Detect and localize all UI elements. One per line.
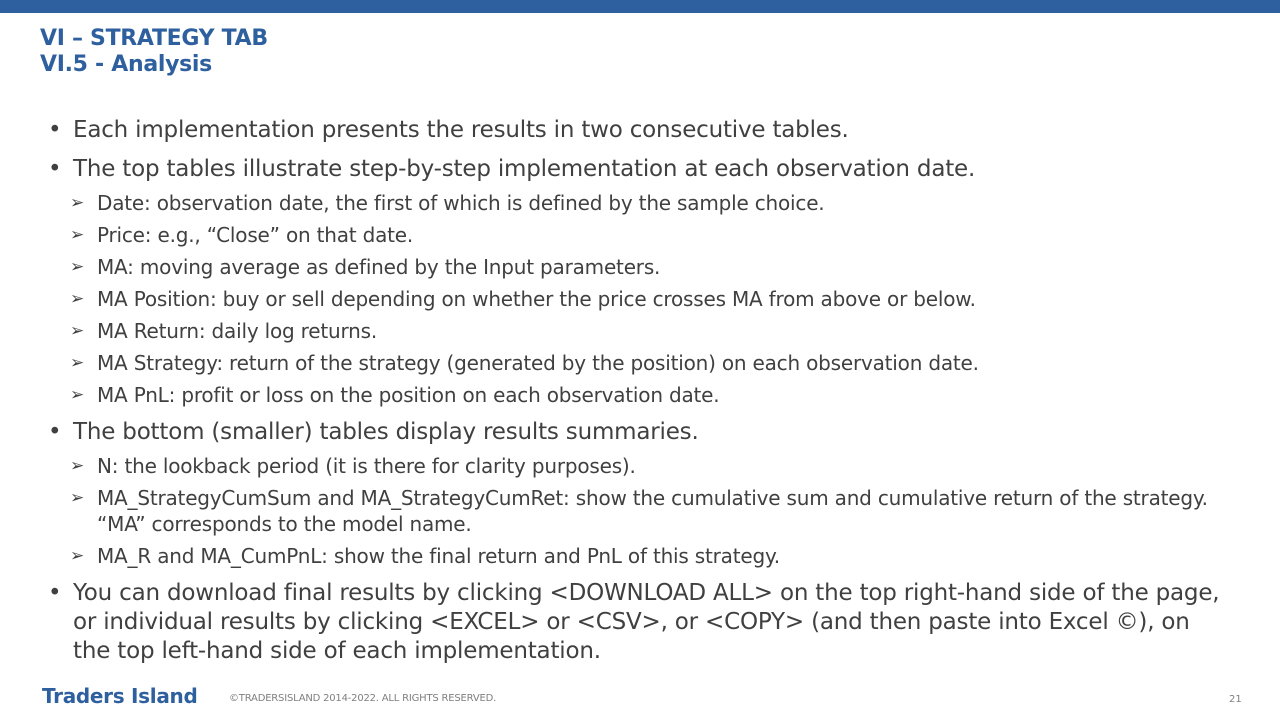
sub-bullet-text: MA PnL: profit or loss on the position on each observation date. [97,383,720,407]
bullet-dot-icon: • [48,156,62,182]
copyright-notice: ©TRADERSISLAND 2014-2022. ALL RIGHTS RESERVED. [229,693,497,704]
bullet-item [48,116,1228,145]
arrow-bullet-icon: ➢ [70,353,85,373]
sub-bullet-item [48,190,1228,216]
sub-bullet-item [48,543,1228,569]
sub-bullet-item [48,453,1228,479]
bullet-text: The bottom (smaller) tables display results summaries. [73,419,699,445]
sub-bullet-text: MA Position: buy or sell depending on whether the price crosses MA from above or below. [97,287,976,311]
top-accent-bar [0,0,1280,13]
arrow-bullet-icon: ➢ [70,193,85,213]
page-number: 21 [1229,694,1242,705]
sub-bullet-text: MA Strategy: return of the strategy (generated by the position) on each observation date. [97,351,979,375]
sub-bullet-item [48,350,1228,376]
section-title: VI – STRATEGY TAB [40,26,268,51]
bullet-list [48,116,1228,666]
bullet-dot-icon: • [48,419,62,445]
sub-bullet-text: MA: moving average as defined by the Input parameters. [97,255,661,279]
bullet-text: Each implementation presents the results in two consecutive tables. [73,117,849,143]
sub-bullet-text: N: the lookback period (it is there for clarity purposes). [97,454,636,478]
arrow-bullet-icon: ➢ [70,289,85,309]
arrow-bullet-icon: ➢ [70,456,85,476]
sub-bullet-item [48,485,1228,537]
arrow-bullet-icon: ➢ [70,385,85,405]
arrow-bullet-icon: ➢ [70,257,85,277]
bullet-dot-icon: • [48,117,62,143]
bullet-text: You can download final results by clicking <DOWNLOAD ALL> on the top right-hand side of the page, or individual results by clicking <EXCEL> or <CSV>, or <COPY> (and then paste into Excel ©), on the top left-hand side of each implementation. [73,580,1220,664]
sub-bullet-text: Date: observation date, the first of which is defined by the sample choice. [97,191,825,215]
sub-bullet-text: MA_StrategyCumSum and MA_StrategyCumRet: show the cumulative sum and cumulative return of the strategy. “MA” corresponds to the model name. [97,486,1208,536]
arrow-bullet-icon: ➢ [70,321,85,341]
bullet-item [48,579,1228,666]
bullet-text: The top tables illustrate step-by-step implementation at each observation date. [73,156,976,182]
arrow-bullet-icon: ➢ [70,225,85,245]
section-subtitle: VI.5 - Analysis [40,52,212,77]
sub-bullet-text: MA_R and MA_CumPnL: show the final return and PnL of this strategy. [97,544,780,568]
sub-bullet-text: MA Return: daily log returns. [97,319,377,343]
arrow-bullet-icon: ➢ [70,488,85,508]
brand-logo: Traders Island [42,684,198,708]
arrow-bullet-icon: ➢ [70,546,85,566]
sub-bullet-item [48,286,1228,312]
sub-bullet-item [48,318,1228,344]
sub-bullet-text: Price: e.g., “Close” on that date. [97,223,414,247]
slide-title [40,26,268,78]
sub-bullet-item [48,382,1228,408]
bullet-item [48,155,1228,184]
bullet-item [48,418,1228,447]
sub-bullet-item [48,254,1228,280]
bullet-dot-icon: • [48,580,62,606]
sub-bullet-item [48,222,1228,248]
